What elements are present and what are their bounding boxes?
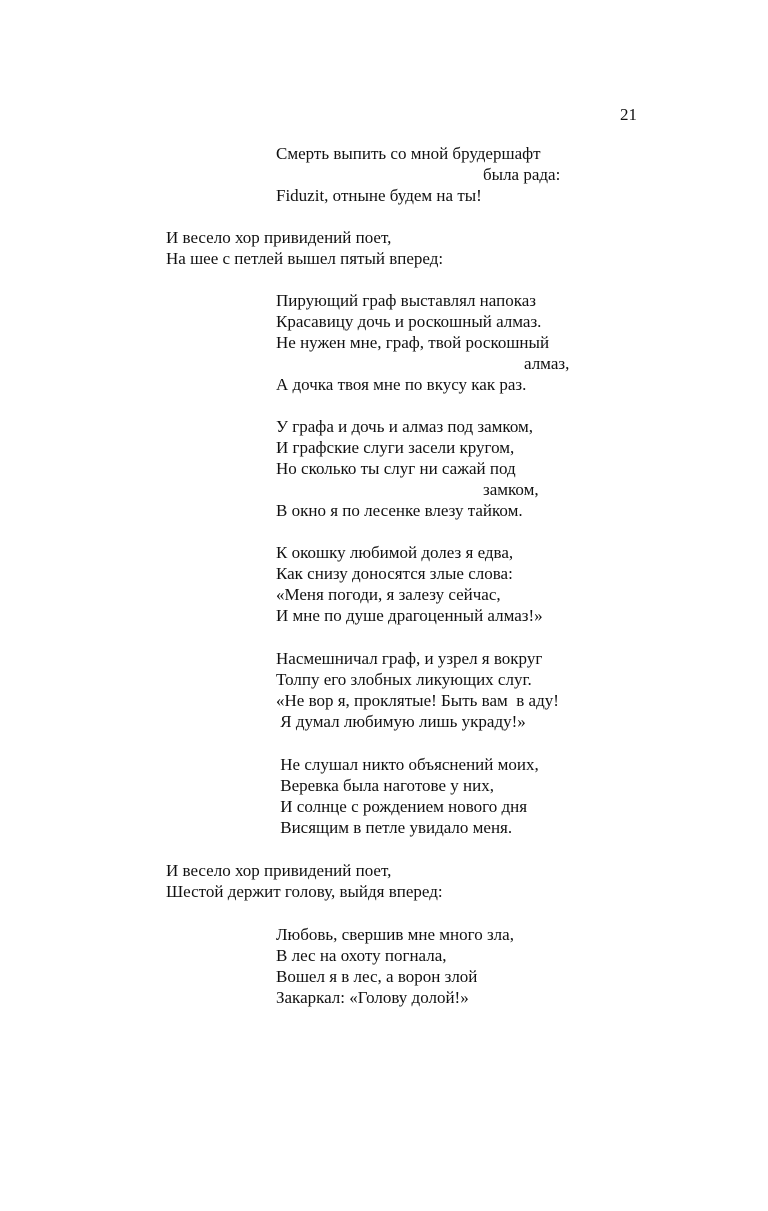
- verse-line: Красавицу дочь и роскошный алмаз.: [276, 312, 542, 331]
- verse-line: У графа и дочь и алмаз под замком,: [276, 417, 534, 436]
- refrain-line: И весело хор привидений поет,: [166, 228, 392, 247]
- verse-line: была рада:: [483, 165, 561, 184]
- verse-line: Fiduzit, отныне будем на ты!: [276, 186, 482, 205]
- verse-line: Вошел я в лес, а ворон злой: [276, 967, 478, 986]
- verse-line: замком,: [483, 480, 539, 499]
- verse-line: И графские слуги засели кругом,: [276, 438, 515, 457]
- verse-line: алмаз,: [524, 354, 570, 373]
- refrain-line: На шее с петлей вышел пятый вперед:: [166, 249, 444, 268]
- verse-line: И солнце с рождением нового дня: [276, 797, 528, 816]
- verse-line: Смерть выпить со мной брудершафт: [276, 144, 541, 163]
- verse-line: А дочка твоя мне по вкусу как раз.: [276, 375, 527, 394]
- verse-line: Веревка была наготове у них,: [276, 776, 494, 795]
- verse-line: И мне по душе драгоценный алмаз!»: [276, 606, 543, 625]
- verse-line: Висящим в петле увидало меня.: [276, 818, 513, 837]
- verse-line: Пирующий граф выставлял напоказ: [276, 291, 536, 310]
- verse-line: Толпу его злобных ликующих слуг.: [276, 670, 532, 689]
- verse-line: В окно я по лесенке влезу тайком.: [276, 501, 523, 520]
- refrain-line: И весело хор привидений поет,: [166, 861, 392, 880]
- page-number: 21: [620, 105, 637, 124]
- verse-line: Но сколько ты слуг ни сажай под: [276, 459, 516, 478]
- verse-line: Не нужен мне, граф, твой роскошный: [276, 333, 550, 352]
- verse-line: «Меня погоди, я залезу сейчас,: [276, 585, 501, 604]
- verse-line: «Не вор я, проклятые! Быть вам в аду!: [276, 691, 559, 710]
- verse-line: Как снизу доносятся злые слова:: [276, 564, 513, 583]
- verse-line: Насмешничал граф, и узрел я вокруг: [276, 649, 543, 668]
- verse-line: Любовь, свершив мне много зла,: [276, 925, 514, 944]
- verse-line: Не слушал никто объяснений моих,: [276, 755, 539, 774]
- verse-line: В лес на охоту погнала,: [276, 946, 447, 965]
- verse-line: К окошку любимой долез я едва,: [276, 543, 514, 562]
- verse-line: Закаркал: «Голову долой!»: [276, 988, 469, 1007]
- refrain-line: Шестой держит голову, выйдя вперед:: [166, 882, 443, 901]
- verse-line: Я думал любимую лишь украду!»: [276, 712, 526, 731]
